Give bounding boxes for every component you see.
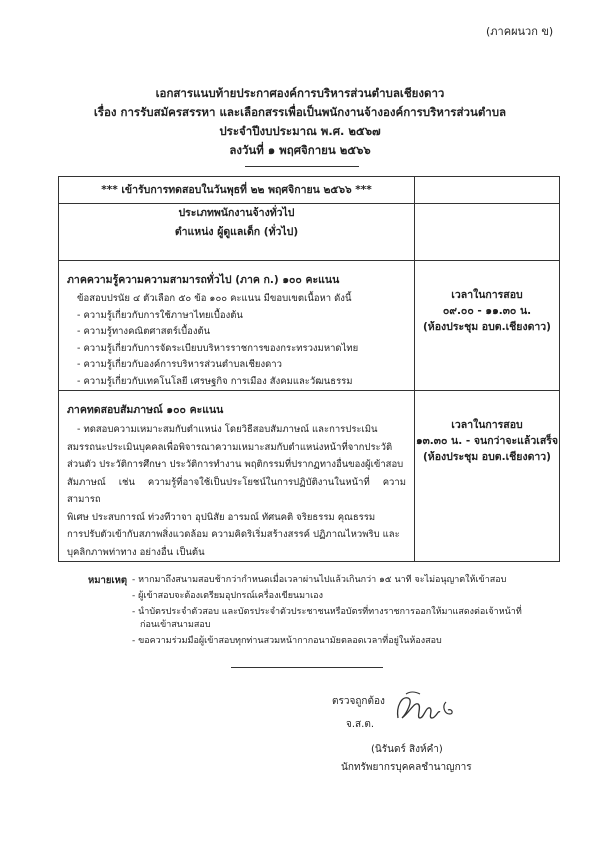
topic-item: - ความรู้เกี่ยวกับการใช้ภาษาไทยเบื้องต้น	[77, 309, 243, 321]
verified-label: ตรวจถูกต้อง	[332, 696, 385, 707]
interview-line: การปรับตัวเข้ากับสภาพสิ่งแวดล้อม ความคิดริเริ่มสร้างสรรค์ ปฏิภาณไหวพริบ และ	[67, 529, 400, 540]
remark-item	[132, 574, 552, 587]
interview-line: สมรรถนะประเมินบุคคลเพื่อพิจารณาความเหมาะสมกับตำแหน่งหน้าที่จากประวัติ	[67, 441, 393, 453]
remark-item	[132, 590, 552, 603]
remarks-list	[132, 574, 552, 651]
position-cell	[59, 204, 415, 261]
exam-time: ๐๙.๐๐ - ๑๑.๓๐ น.	[442, 305, 532, 317]
interview-line: พิเศษ ประสบการณ์ ท่วงทีวาจา อุปนิสัย อารมณ์ ทัศนคติ จริยธรรม คุณธรรม	[67, 511, 376, 523]
header-line-2: เรื่อง การรับสมัครสรรหา และเลือกสรรเพื่อเป็นพนักงานจ้างองค์การบริหารส่วนตำบล	[93, 105, 507, 119]
remark-text: - นำบัตรประจำตัวสอบ และบัตรประจำตัวประชาชนหรือบัตรที่ทางราชการออกให้มาแสดงต่อเจ้าหน้าที่	[132, 607, 522, 617]
section-general-knowledge	[59, 261, 415, 391]
empty-cell	[415, 177, 560, 204]
position-type: ประเภทพนักงานจ้างทั่วไป	[178, 207, 295, 219]
topic-item: - ความรู้เกี่ยวกับองค์การบริหารส่วนตำบลเชียงดาว	[77, 359, 282, 370]
remark-text: - ขอความร่วมมือผู้เข้าสอบทุกท่านสวมหน้ากากอนามัยตลอดเวลาที่อยู่ในห้องสอบ	[132, 636, 442, 646]
remark-text: - ผู้เข้าสอบจะต้องเตรียมอุปกรณ์เครื่องเขียนมาเอง	[132, 591, 323, 601]
exam-time: ๑๓.๓๐ น. - จนกว่าจะแล้วเสร็จ	[415, 435, 559, 447]
handwritten-signature	[392, 688, 458, 728]
exam-date-banner: *** เข้ารับการทดสอบในวันพุธที่ ๒๒ พฤศจิกายน ๒๕๖๖ ***	[59, 177, 415, 204]
section-interview	[59, 391, 415, 562]
remark-text: ก่อนเข้าสนามสอบ	[140, 620, 211, 630]
time-label: เวลาในการสอบ	[451, 419, 523, 431]
interview-line: สัมภาษณ์ เช่น ความรู้ที่อาจใช้เป็นประโยชน์ในการปฏิบัติงานในหน้าที่ ความสามารถ	[67, 476, 406, 505]
appendix-label: (ภาคผนวก ข)	[486, 25, 554, 38]
header-line-4: ลงวันที่ ๑ พฤศจิกายน ๒๕๖๖	[229, 143, 371, 157]
exam-room: (ห้องประชุม อบต.เชียงดาว)	[423, 321, 551, 333]
topic-item: - ความรู้เกี่ยวกับการจัดระเบียบบริหารราชการของกระทรวงมหาดไทย	[77, 342, 359, 354]
signer-title: นักทรัพยากรบุคคลชำนาญการ	[341, 762, 472, 773]
interview-line: บุคลิกภาพท่าทาง อย่างอื่น เป็นต้น	[67, 546, 205, 558]
header-line-1: เอกสารแนบท้ายประกาศองค์การบริหารส่วนตำบลเชียงดาว	[155, 86, 445, 100]
header-line-3: ประจำปีงบประมาณ พ.ศ. ๒๕๖๗	[219, 124, 381, 138]
signer-name: (นิรันดร์ สิงห์คำ)	[371, 744, 443, 755]
remark-item	[132, 635, 552, 648]
exam-time-cell	[415, 391, 560, 562]
time-label: เวลาในการสอบ	[451, 289, 523, 301]
signer-rank: จ.ส.ต.	[346, 719, 374, 730]
topic-item: - ความรู้ทางคณิตศาสตร์เบื้องต้น	[77, 326, 211, 337]
remark-item	[132, 606, 552, 632]
footer-divider	[231, 667, 383, 668]
remark-text: - หากมาถึงสนามสอบช้ากว่ากำหนดเมื่อเวลาผ่านไปแล้วเกินกว่า ๑๕ นาที จะไม่อนุญาตให้เข้าสอบ	[132, 575, 507, 585]
interview-line: ส่วนตัว ประวัติการศึกษา ประวัติการทำงาน พฤติกรรมที่ปรากฏทางอื่นของผู้เข้าสอบ	[67, 459, 404, 470]
section-title: ภาคทดสอบสัมภาษณ์ ๑๐๐ คะแนน	[67, 404, 224, 416]
topic-item: - ความรู้เกี่ยวกับเทคโนโลยี เศรษฐกิจ การเมือง สังคมและวัฒนธรรม	[77, 375, 353, 387]
section-title: ภาคความรู้ความความสามารถทั่วไป (ภาค ก.) ๑๐๐ คะแนน	[67, 274, 340, 286]
empty-cell	[415, 204, 560, 261]
interview-line: - ทดสอบความเหมาะสมกับตำแหน่ง โดยวิธีสอบสัมภาษณ์ และการประเมิน	[77, 424, 378, 435]
exam-room: (ห้องประชุม อบต.เชียงดาว)	[423, 451, 551, 463]
section-intro: ข้อสอบปรนัย ๔ ตัวเลือก ๕๐ ข้อ ๑๐๐ คะแนน มีขอบเขตเนื้อหา ดังนี้	[77, 293, 352, 304]
document-header	[60, 84, 540, 160]
position-name: ตำแหน่ง ผู้ดูแลเด็ก (ทั่วไป)	[174, 226, 299, 238]
remarks-label: หมายเหตุ	[88, 575, 128, 586]
exam-time-cell	[415, 261, 560, 391]
exam-schedule-table	[58, 176, 560, 562]
header-divider	[245, 166, 359, 167]
